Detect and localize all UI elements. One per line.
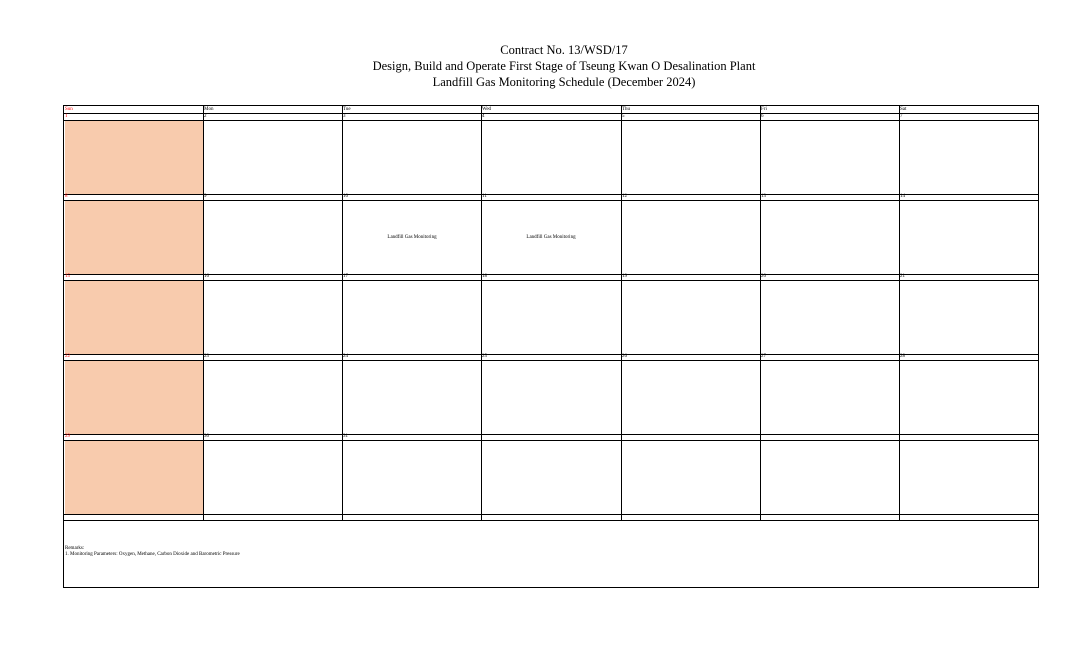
- date-cell: 20: [761, 274, 766, 279]
- weekday-thu: Thu: [622, 107, 631, 112]
- date-cell: 17: [343, 274, 348, 279]
- date-cell: 7: [900, 114, 903, 119]
- date-cell: 12: [622, 194, 627, 199]
- event-landfill-gas-monitoring-dec11: Landfill Gas Monitoring: [526, 235, 576, 240]
- date-cell: 30: [204, 434, 209, 439]
- date-cell: 16: [204, 274, 209, 279]
- project-title: Design, Build and Operate First Stage of Tseung Kwan O Desalination Plant: [372, 59, 756, 73]
- sunday-cell-week3: [65, 281, 203, 354]
- date-cell: 1: [65, 114, 68, 119]
- date-cell: 8: [65, 194, 68, 199]
- date-cell: 5: [622, 114, 625, 119]
- date-cell: 31: [343, 434, 348, 439]
- date-cell: 3: [343, 114, 346, 119]
- date-cell: 24: [343, 354, 348, 359]
- date-cell: 25: [482, 354, 487, 359]
- sunday-cell-week4: [65, 361, 203, 434]
- date-cell: 9: [204, 194, 207, 199]
- date-cell: 23: [204, 354, 209, 359]
- date-cell: 29: [65, 434, 70, 439]
- date-cell: 18: [482, 274, 487, 279]
- weekday-sat: Sat: [900, 107, 907, 112]
- date-cell: 27: [761, 354, 766, 359]
- contract-number: Contract No. 13/WSD/17: [500, 43, 628, 57]
- date-cell: 4: [482, 114, 485, 119]
- sunday-cell-week2: [65, 201, 203, 274]
- date-cell: 28: [900, 354, 905, 359]
- remarks-heading: Remarks:: [65, 546, 85, 551]
- date-cell: 2: [204, 114, 207, 119]
- date-cell: 6: [761, 114, 764, 119]
- date-cell: 22: [65, 354, 70, 359]
- date-cell: 26: [622, 354, 627, 359]
- date-cell: 21: [900, 274, 905, 279]
- calendar-grid: [63, 105, 1039, 588]
- weekday-wed: Wed: [482, 107, 492, 112]
- date-cell: 10: [343, 194, 348, 199]
- event-landfill-gas-monitoring-dec10: Landfill Gas Monitoring: [387, 235, 437, 240]
- remarks-item-1: 1. Monitoring Parameters: Oxygen, Methane, Carbon Dioxide and Barometric Pressure: [65, 552, 240, 557]
- weekday-mon: Mon: [204, 107, 214, 112]
- sunday-cell-week1: [65, 121, 203, 194]
- date-cell: 19: [622, 274, 627, 279]
- date-cell: 15: [65, 274, 70, 279]
- sunday-cell-week5: [65, 441, 203, 514]
- date-cell: 13: [761, 194, 766, 199]
- schedule-title: Landfill Gas Monitoring Schedule (December 2024): [432, 75, 696, 89]
- weekday-tue: Tue: [343, 107, 351, 112]
- weekday-fri: Fri: [761, 107, 767, 112]
- weekday-sun: Sun: [65, 107, 73, 112]
- date-cell: 11: [482, 194, 487, 199]
- date-cell: 14: [900, 194, 905, 199]
